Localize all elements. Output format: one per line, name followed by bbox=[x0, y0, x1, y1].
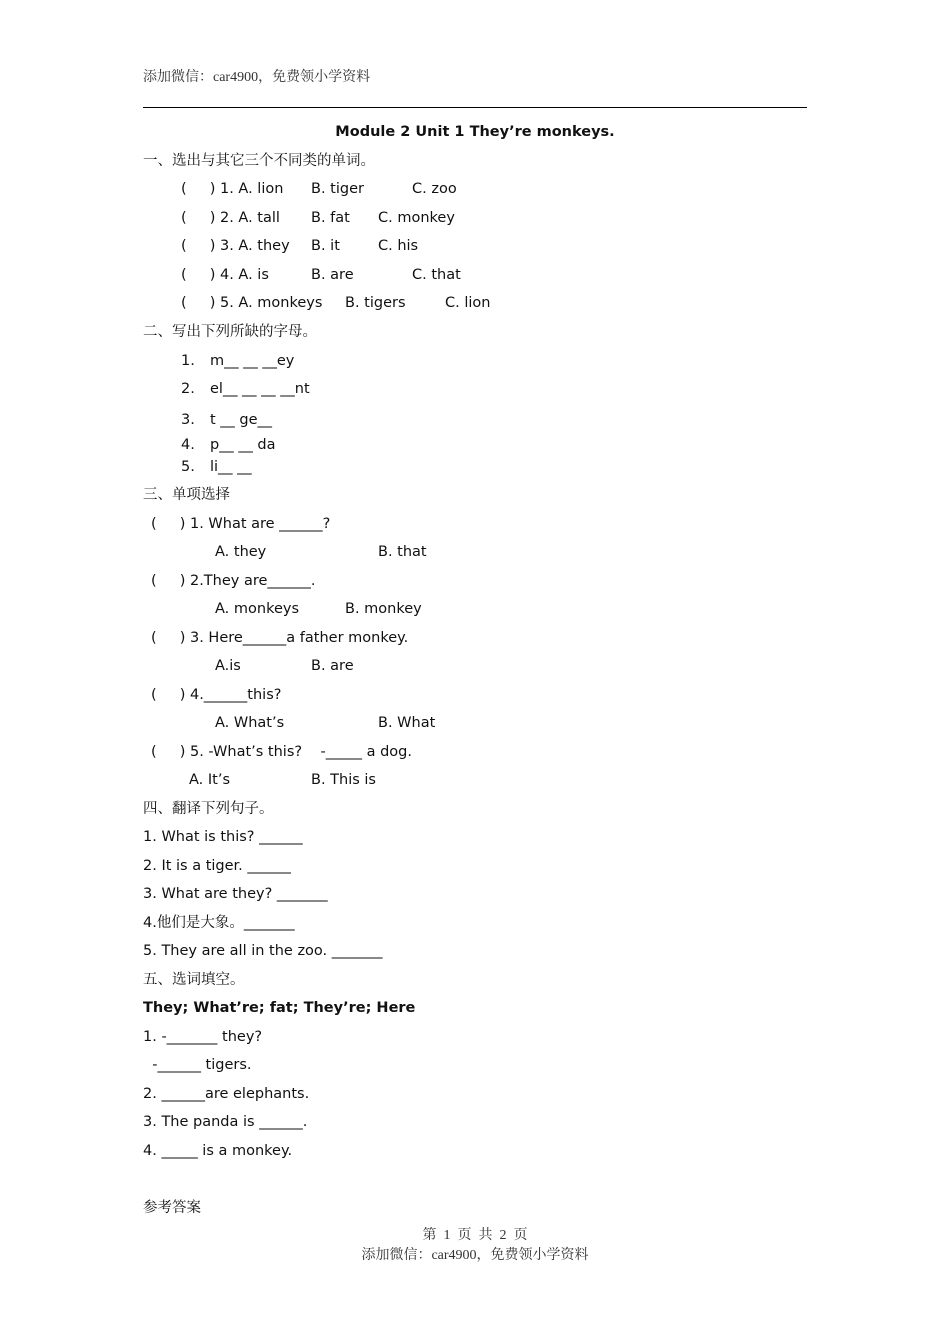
section3-heading: 三、单项选择 bbox=[143, 487, 230, 503]
s3-q4-option-b: B. What bbox=[378, 715, 436, 731]
s1-row3-question: ( ) 3. A. they bbox=[181, 238, 290, 254]
s1-row4-option-c: C. that bbox=[412, 267, 461, 283]
s4-item1: 1. What is this? ______ bbox=[143, 829, 303, 845]
s3-q2-option-b: B. monkey bbox=[345, 601, 422, 617]
s2-item5-text: li__ __ bbox=[210, 459, 252, 475]
s4-item5: 5. They are all in the zoo. _______ bbox=[143, 943, 383, 959]
s2-item4-number: 4. bbox=[181, 437, 195, 453]
s4-item3: 3. What are they? _______ bbox=[143, 886, 328, 902]
s3-q5-option-b: B. This is bbox=[311, 772, 376, 788]
s5-item2: 2. ______are elephants. bbox=[143, 1086, 310, 1102]
s3-q4: ( ) 4.______this? bbox=[151, 687, 282, 703]
s1-row1-option-c: C. zoo bbox=[412, 181, 457, 197]
s2-item1-number: 1. bbox=[181, 353, 195, 369]
s5-item1-reply: -______ tigers. bbox=[143, 1057, 252, 1073]
s4-item2: 2. It is a tiger. ______ bbox=[143, 858, 291, 874]
s1-row1-option-b: B. tiger bbox=[311, 181, 364, 197]
s5-word-bank: They; What’re; fat; They’re; Here bbox=[143, 1000, 416, 1016]
s3-q1-option-a: A. they bbox=[215, 544, 267, 560]
s2-item1-text: m__ __ __ey bbox=[210, 353, 295, 369]
footer-page-number: 第 1 页 共 2 页 bbox=[422, 1228, 528, 1243]
s3-q3-option-b: B. are bbox=[311, 658, 354, 674]
s2-item3-text: t __ ge__ bbox=[210, 412, 273, 428]
s3-q3: ( ) 3. Here______a father monkey. bbox=[151, 630, 409, 646]
s5-item1: 1. -_______ they? bbox=[143, 1029, 263, 1045]
s1-row4-option-b: B. are bbox=[311, 267, 354, 283]
s2-item3-number: 3. bbox=[181, 412, 195, 428]
s1-row5-option-c: C. lion bbox=[445, 295, 491, 311]
section1-heading: 一、选出与其它三个不同类的单词。 bbox=[143, 153, 375, 169]
s1-row2-question: ( ) 2. A. tall bbox=[181, 210, 280, 226]
s1-row2-option-c: C. monkey bbox=[378, 210, 455, 226]
s1-row5-question: ( ) 5. A. monkeys bbox=[181, 295, 323, 311]
s1-row5-option-b: B. tigers bbox=[345, 295, 406, 311]
s3-q4-option-a: A. What’s bbox=[215, 715, 285, 731]
s2-item5-number: 5. bbox=[181, 459, 195, 475]
s1-row4-question: ( ) 4. A. is bbox=[181, 267, 269, 283]
s2-item2-text: el__ __ __ __nt bbox=[210, 381, 310, 397]
page-title: Module 2 Unit 1 They’re monkeys. bbox=[335, 124, 615, 140]
s1-row1-question: ( ) 1. A. lion bbox=[181, 181, 284, 197]
s1-row2-option-b: B. fat bbox=[311, 210, 350, 226]
s5-item3: 3. The panda is ______. bbox=[143, 1114, 308, 1130]
answers-heading: 参考答案 bbox=[143, 1200, 201, 1216]
s3-q3-option-a: A.is bbox=[215, 658, 241, 674]
s2-item4-text: p__ __ da bbox=[210, 437, 276, 453]
s5-item4: 4. _____ is a monkey. bbox=[143, 1143, 293, 1159]
section4-heading: 四、翻译下列句子。 bbox=[143, 801, 274, 817]
s3-q1: ( ) 1. What are ______? bbox=[151, 516, 331, 532]
s2-item2-number: 2. bbox=[181, 381, 195, 397]
header-note: 添加微信：car4900，免费领小学资料 bbox=[143, 70, 371, 85]
footer-note: 添加微信：car4900，免费领小学资料 bbox=[361, 1248, 589, 1263]
section5-heading: 五、选词填空。 bbox=[143, 972, 245, 988]
s4-item4: 4.他们是大象。_______ bbox=[143, 915, 295, 931]
s3-q5-option-a: A. It’s bbox=[189, 772, 231, 788]
s1-row3-option-c: C. his bbox=[378, 238, 419, 254]
s3-q1-option-b: B. that bbox=[378, 544, 427, 560]
s3-q5: ( ) 5. -What’s this? -_____ a dog. bbox=[151, 744, 412, 760]
s3-q2-option-a: A. monkeys bbox=[215, 601, 300, 617]
s3-q2: ( ) 2.They are______. bbox=[151, 573, 316, 589]
s1-row3-option-b: B. it bbox=[311, 238, 340, 254]
header-divider bbox=[143, 107, 807, 108]
section2-heading: 二、写出下列所缺的字母。 bbox=[143, 324, 317, 340]
